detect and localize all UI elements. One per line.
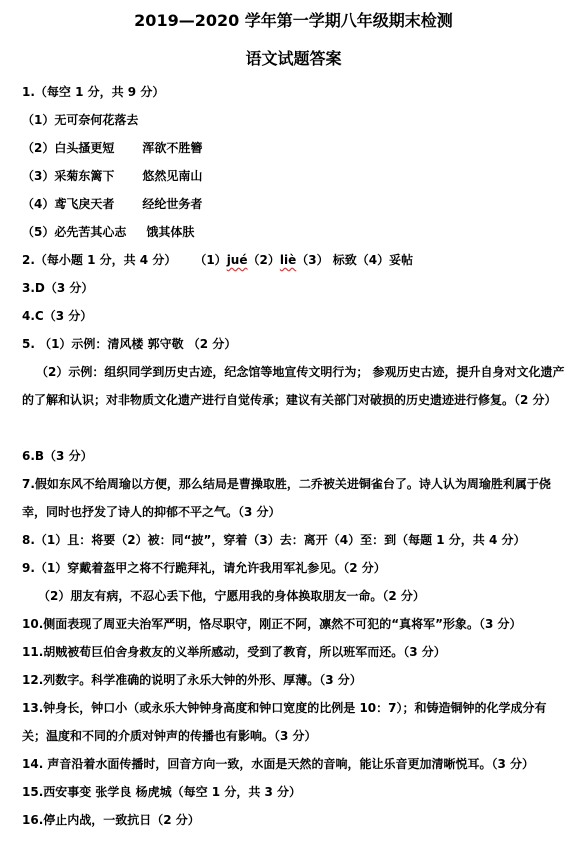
- q2-heading: 2.（每小题 1 分，共 4 分）: [22, 253, 177, 267]
- q1-item-part: （3）采菊东篱下: [22, 169, 115, 183]
- q2-answer: [22, 252, 570, 268]
- q1-item-part: （1）无可奈何花落去: [22, 113, 139, 127]
- q1-item-part: （5）必先苦其心志: [22, 225, 127, 239]
- q2-part: （3） 标致（4）妥帖: [296, 253, 414, 267]
- q9-part2: （2）朋友有病，不忍心丢下他，宁愿用我的身体换取朋友一命。（2 分）: [38, 589, 425, 603]
- q13-answer: 13.钟身长，钟口小（或永乐大钟钟身高度和钟口宽度的比例是 10：7）；和铸造铜钟的化学成分有关；温度和不同的介质对钟声的传播也有影响。（3 分）: [22, 701, 547, 743]
- document-title: 2019—2020 学年第一学期八年级期末检测: [134, 11, 453, 30]
- q15-answer: 15.西安事变 张学良 杨虎城（每空 1 分，共 3 分）: [22, 785, 302, 799]
- q5-part1: 5. （1）示例：清风楼 郭守敬 （2 分）: [22, 337, 237, 351]
- q1-item-part: 悠然见南山: [142, 169, 203, 183]
- q1-heading: 1.（每空 1 分，共 9 分）: [22, 85, 165, 99]
- q2-part: （1）: [194, 253, 227, 267]
- pinyin-jue: jué: [226, 253, 248, 267]
- q1-item-part: 饿其体肤: [146, 225, 195, 239]
- q1-item: [22, 140, 570, 156]
- q14-answer: 14. 声音沿着水面传播时，回音方向一致，水面是天然的音响，能让乐音更加清晰悦耳。（3 分）: [22, 757, 534, 771]
- q9-part1: 9.（1）穿戴着盔甲之将不行跪拜礼，请允许我用军礼参见。（2 分）: [22, 561, 386, 575]
- q1-item: [22, 224, 570, 240]
- pinyin-lie: liè: [279, 253, 297, 267]
- q1-item: [22, 168, 570, 184]
- q8-answer: 8.（1）且：将要（2）被：同“披”，穿着（3）去：离开（4）至：到（每题 1 分，共 4 分）: [22, 533, 526, 547]
- q5-part2: （2）示例：组织同学到历史古迹，纪念馆等地宣传文明行为； 参观历史古迹，提升自身对文化遗产的了解和认识；对非物质文化遗产进行自觉传承；建议有关部门对破损的历史遗迹进行修复。（2 分）: [22, 365, 565, 407]
- q11-answer: 11.胡贼被荀巨伯舍身救友的义举所感动，受到了教育，所以班军而还。（3 分）: [22, 645, 446, 659]
- q1-item-part: 经纶世务者: [142, 197, 203, 211]
- q10-answer: 10.侧面表现了周亚夫治军严明，恪尽职守，刚正不阿，凛然不可犯的“真将军”形象。（3 分）: [22, 617, 522, 631]
- q1-item: [22, 196, 570, 212]
- q6-answer: 6.B（3 分）: [22, 449, 93, 463]
- q1-item-part: 浑欲不胜簪: [142, 141, 203, 155]
- q16-answer: 16.停止内战，一致抗日（2 分）: [22, 813, 200, 827]
- q4-answer: 4.C（3 分）: [22, 309, 93, 323]
- q1-item-part: （4）鸢飞戾天者: [22, 197, 115, 211]
- q1-item-part: （2）白头搔更短: [22, 141, 115, 155]
- q7-answer: 7.假如东风不给周瑜以方便，那么结局是曹操取胜，二乔被关进铜雀台了。诗人认为周瑜胜利属于侥幸，同时也抒发了诗人的抑郁不平之气。（3 分）: [22, 477, 551, 519]
- q12-answer: 12.列数字。科学准确的说明了永乐大钟的外形、厚薄。（3 分）: [22, 673, 362, 687]
- q1-item: [22, 112, 570, 128]
- q3-answer: 3.D（3 分）: [22, 281, 94, 295]
- q2-part: （2）: [247, 253, 280, 267]
- document-subtitle: 语文试题答案: [245, 49, 342, 68]
